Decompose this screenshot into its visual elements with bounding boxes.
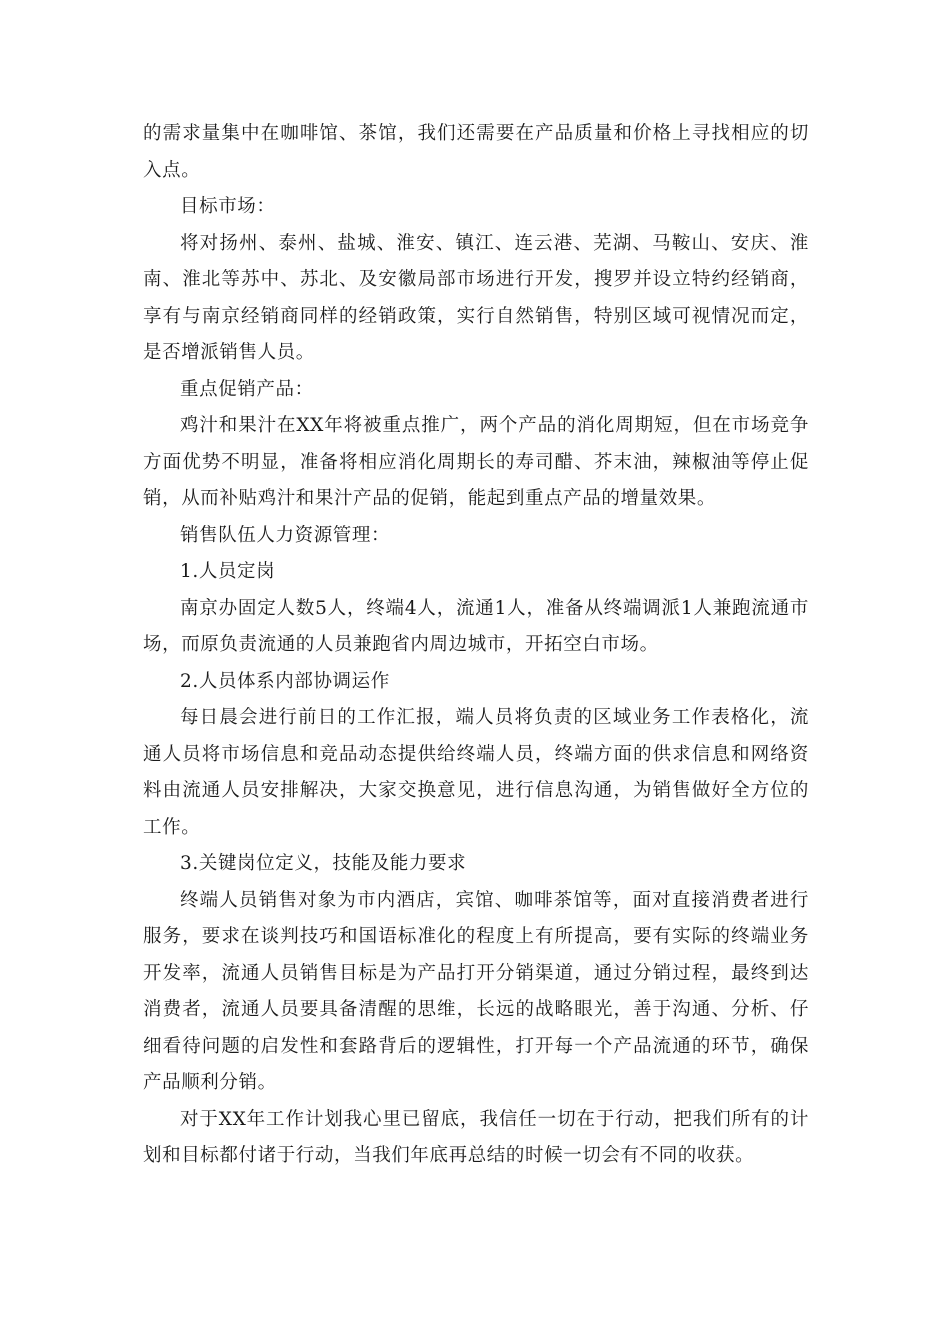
document-page — [143, 116, 809, 1175]
paragraph-conclusion: 对于XX年工作计划我心里已留底，我信任一切在于行动，把我们所有的计划和目标都付诸于行动，当我们年底再总结的时候一切会有不同的收获。 — [143, 1108, 809, 1166]
subheading-coordination: 2.人员体系内部协调运作 — [180, 670, 390, 692]
subheading-staffing: 1.人员定岗 — [180, 561, 276, 582]
paragraph-coordination: 每日晨会进行前日的工作汇报，端人员将负责的区域业务工作表格化，流通人员将市场信息和竞品动态提供给终端人员，终端方面的供求信息和网络资料由流通人员安排解决，大家交换意见，进行信息沟通，为销售做好全方位的工作。 — [143, 707, 809, 838]
paragraph-key-promotion: 鸡汁和果汁在XX年将被重点推广，两个产品的消化周期短，但在市场竞争方面优势不明显，准备将相应消化周期长的寿司醋、芥末油，辣椒油等停止促销，从而补贴鸡汁和果汁产品的促销，能起到重点产品的增量效果。 — [143, 415, 809, 509]
paragraph-target-market: 将对扬州、泰州、盐城、淮安、镇江、连云港、芜湖、马鞍山、安庆、淮南、淮北等苏中、苏北、及安徽局部市场进行开发，搜罗并设立特约经销商，享有与南京经销商同样的经销政策，实行自然销售，特别区域可视情况而定，是否增派销售人员。 — [143, 232, 809, 363]
paragraph-key-positions: 终端人员销售对象为市内酒店，宾馆、咖啡茶馆等，面对直接消费者进行服务，要求在谈判技巧和国语标准化的程度上有所提高，要有实际的终端业务开发率，流通人员销售目标是为产品打开分销渠道，通过分销过程，最终到达消费者，流通人员要具备清醒的思维，长远的战略眼光，善于沟通、分析、仔细看待问题的启发性和套路背后的逻辑性，打开每一个产品流通的环节，确保产品顺利分销。 — [143, 889, 809, 1093]
heading-target-market: 目标市场： — [180, 196, 276, 217]
subheading-key-positions: 3.关键岗位定义，技能及能力要求 — [180, 853, 467, 874]
heading-sales-team-hr: 销售队伍人力资源管理： — [180, 524, 391, 546]
paragraph-continuation: 的需求量集中在咖啡馆、茶馆，我们还需要在产品质量和价格上寻找相应的切入点。 — [143, 123, 809, 181]
heading-key-promotion: 重点促销产品： — [180, 378, 314, 400]
paragraph-staffing: 南京办固定人数5人，终端4人，流通1人，准备从终端调派1人兼跑流通市场，而原负责流通的人员兼跑省内周边城市，开拓空白市场。 — [143, 597, 809, 655]
